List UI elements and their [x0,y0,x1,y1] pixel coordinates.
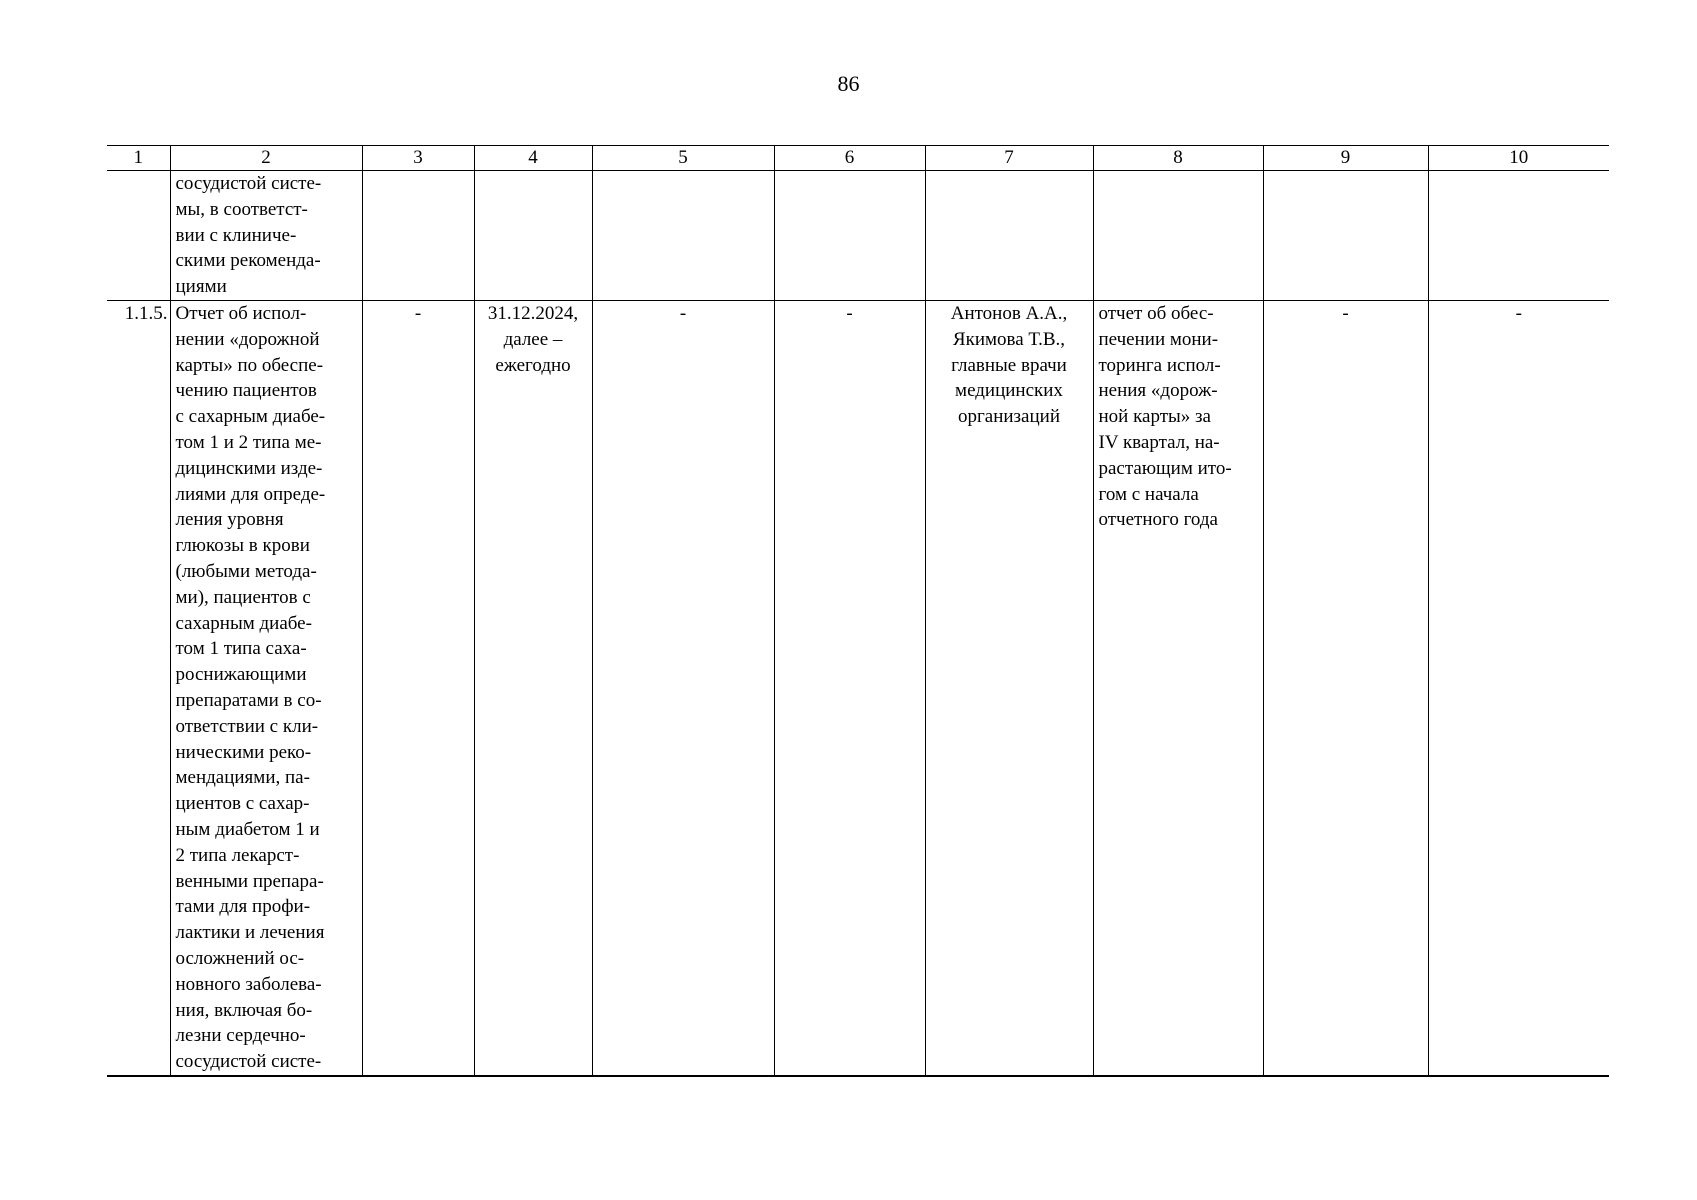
text-line: лактики и лечения [175,922,325,944]
cell-description [170,300,362,1075]
cell-number: 1.1.5. [107,300,170,1075]
column-header: 6 [774,146,925,171]
text-line: торинга испол- [1098,354,1221,376]
cell-empty [474,171,592,301]
column-header: 9 [1263,146,1428,171]
text-line: ежегодно [495,354,571,376]
text-line: ным диабетом 1 и [175,818,320,840]
cell-col6: - [774,300,925,1075]
text-line: Антонов А.А., [950,302,1068,324]
text-line: медицинских [955,380,1063,402]
column-header: 2 [170,146,362,171]
text-line: ной карты» за [1098,406,1211,428]
text-line: ния, включая бо- [175,999,313,1021]
text-line: дицинскими изде- [175,457,323,479]
column-header: 5 [592,146,774,171]
text-line: растающим ито- [1098,457,1232,479]
column-number-row [107,146,1609,171]
cell-col5: - [592,300,774,1075]
text-line: ническими реко- [175,741,312,763]
text-line: циями [175,276,227,298]
text-line: нении «дорожной [175,328,320,350]
text-line: ми), пациентов с [175,586,311,608]
cell-responsible [925,300,1093,1075]
text-line: гом с начала [1098,483,1199,505]
text-line: тами для профи- [175,896,311,918]
column-header: 3 [362,146,474,171]
text-line: сахарным диабе- [175,612,312,634]
text-line: препаратами в со- [175,689,322,711]
text-line: организаций [957,406,1060,428]
cell-col9: - [1263,300,1428,1075]
text-line: ответствии с кли- [175,715,319,737]
text-line: отчет об обес- [1098,302,1214,324]
text-line: Якимова Т.В., [952,328,1066,350]
text-line: Отчет об испол- [175,302,307,324]
cell-col3: - [362,300,474,1075]
text-line: 31.12.2024, [487,302,579,324]
cell-deadline [474,300,592,1075]
plan-table [107,145,1609,1077]
text-line: циентов с сахар- [175,793,310,815]
table-row-continuation [107,171,1609,301]
text-line: нения «дорож- [1098,380,1218,402]
cell-empty [774,171,925,301]
text-line: мы, в соответст- [175,198,308,220]
text-line: сосудистой систе- [175,173,322,194]
text-line: отчетного года [1098,509,1218,531]
cell-empty [925,171,1093,301]
text-line: скими рекоменда- [175,250,321,272]
text-line: далее – [503,328,563,350]
column-header: 8 [1093,146,1263,171]
column-header: 7 [925,146,1093,171]
cell-empty [1093,171,1263,301]
cell-empty [592,171,774,301]
text-line: том 1 типа саха- [175,638,307,660]
text-line: (любыми метода- [175,560,317,582]
text-line: главные врачи [951,354,1067,376]
text-line: чению пациентов [175,380,317,402]
text-line: IV квартал, на- [1098,431,1220,453]
cell-empty [1263,171,1428,301]
text-line: венными препара- [175,870,324,892]
text-line: печении мони- [1098,328,1219,350]
text-line: 2 типа лекарст- [175,844,300,866]
text-line: карты» по обеспе- [175,354,324,376]
text-line: новного заболева- [175,973,322,995]
text-line: вии с клиниче- [175,224,297,246]
text-line: роснижающими [175,664,307,686]
cell-empty [362,171,474,301]
column-header: 10 [1428,146,1609,171]
cell-description [170,171,362,301]
cell-number [107,171,170,301]
text-line: ления уровня [175,509,284,531]
cell-col10: - [1428,300,1609,1075]
column-header: 4 [474,146,592,171]
page-number: 86 [837,71,860,96]
text-line: мендациями, па- [175,767,310,789]
text-line: сосудистой систе- [175,1051,322,1073]
cell-result [1093,300,1263,1075]
text-line: том 1 и 2 типа ме- [175,431,322,453]
column-header: 1 [107,146,170,171]
text-line: осложнений ос- [175,947,305,969]
text-line: лезни сердечно- [175,1025,306,1047]
table-row-1-1-5 [107,300,1609,1075]
text-line: с сахарным диабе- [175,406,326,428]
text-line: глюкозы в крови [175,535,310,557]
cell-empty [1428,171,1609,301]
text-line: лиями для опреде- [175,483,326,505]
